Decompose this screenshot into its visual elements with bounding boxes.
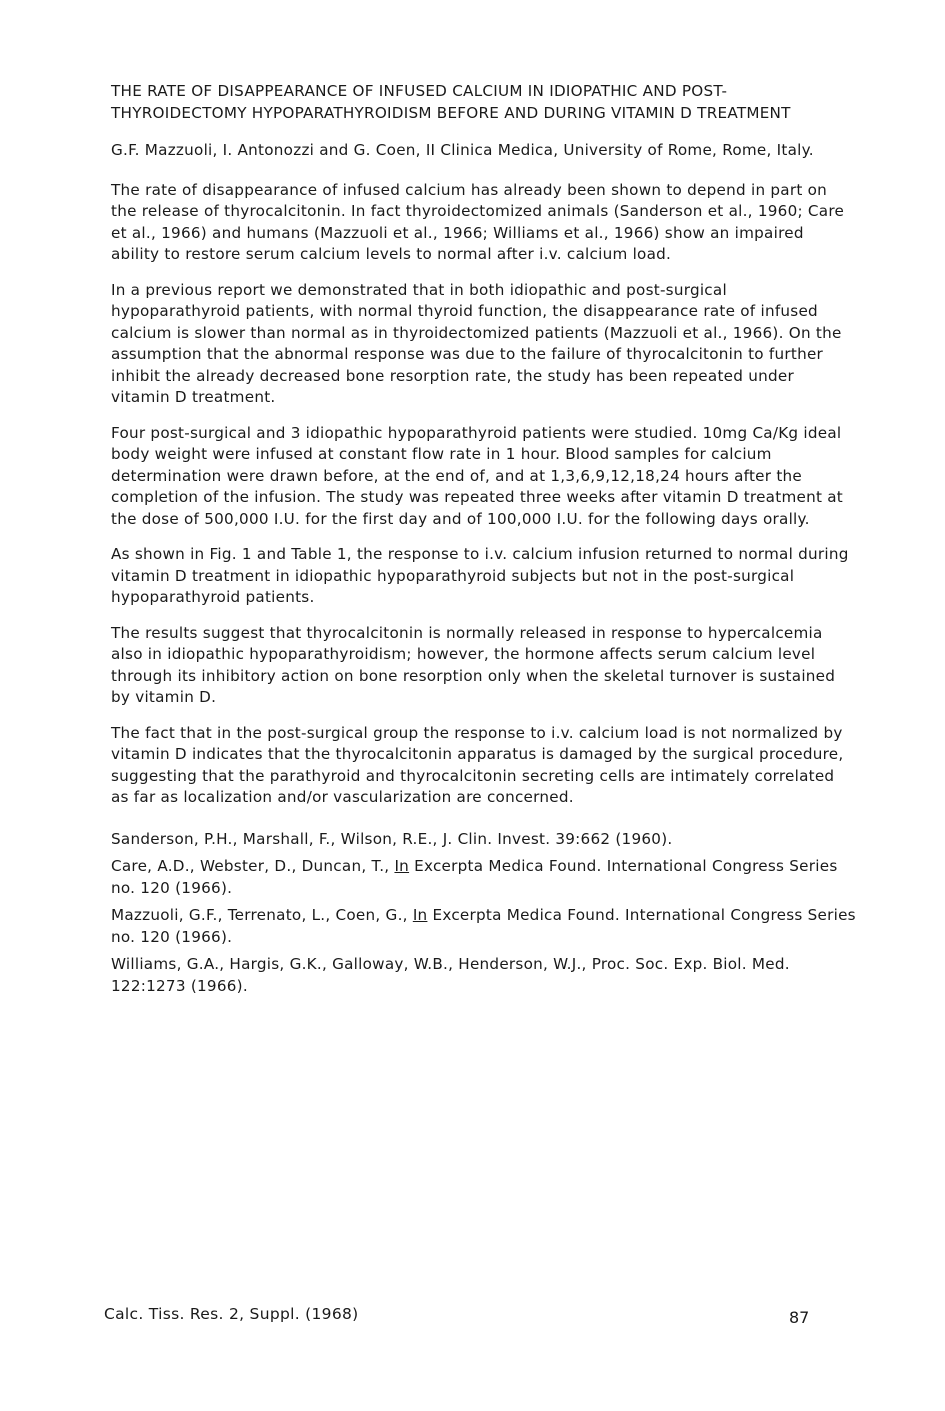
reference-text-tail: Excerpta Medica Found. International Congress Series no. 120 (1966). xyxy=(111,906,856,946)
paragraph-conclusion: The fact that in the post-surgical group the response to i.v. calcium load is not normalized by vitamin D indicates that the thyrocalcitonin apparatus is damaged by the surgical procedure, suggesting that the parathyroid and thyrocalcitonin secreting cells are intimately correlated as far as localization and/or vascularization are concerned. xyxy=(111,723,844,806)
article-title: THE RATE OF DISAPPEARANCE OF INFUSED CALCIUM IN IDIOPATHIC AND POST-THYROIDECTOMY HYPOPARATHYROIDISM BEFORE AND DURING VITAMIN D TREATMENT xyxy=(111,82,791,122)
page-number: 87 xyxy=(789,1308,810,1327)
article-body xyxy=(111,80,856,1003)
paragraph-previous-report: In a previous report we demonstrated that in both idiopathic and post-surgical hypoparathyroid patients, with normal thyroid function, the disappearance rate of infused calcium is slower than normal as in thyroidectomized patients (Mazzuoli et al., 1966). On the assumption that the abnormal response was due to the failure of thyrocalcitonin to further inhibit the already decreased bone resorption rate, the study has been repeated under vitamin D treatment. xyxy=(111,280,842,406)
reference-list xyxy=(111,829,856,998)
reference-in-underlined: In xyxy=(412,906,428,924)
reference-text: Sanderson, P.H., Marshall, F., Wilson, R.E., J. Clin. Invest. 39:662 (1960). xyxy=(111,829,673,848)
paragraph-discussion: The results suggest that thyrocalcitonin is normally released in response to hypercalcemia also in idiopathic hypoparathyroidism; however, the hormone affects serum calcium level through its inhibitory action on bone resorption only when the skeletal turnover is sustained by vitamin D. xyxy=(111,623,836,706)
reference-text-tail: Excerpta Medica Found. International Congress Series no. 120 (1966). xyxy=(111,857,838,897)
paragraph-results: As shown in Fig. 1 and Table 1, the response to i.v. calcium infusion returned to normal during vitamin D treatment in idiopathic hypoparathyroid subjects but not in the post-surgical hypoparathyroid patients. xyxy=(111,545,849,606)
reference-text: Care, A.D., Webster, D., Duncan, T., xyxy=(111,857,395,875)
reference-text: Williams, G.A., Hargis, G.K., Galloway, W.B., Henderson, W.J., Proc. Soc. Exp. Biol. Med. 122:1273 (1966). xyxy=(111,955,790,995)
reference-item xyxy=(111,856,856,899)
reference-item xyxy=(111,905,856,948)
reference-item xyxy=(111,829,856,851)
paragraph-introduction: The rate of disappearance of infused calcium has already been shown to depend in part on the release of thyrocalcitonin. In fact thyroidectomized animals (Sanderson et al., 1960; Care et al., 1966) and humans (Mazzuoli et al., 1966; Williams et al., 1966) show an impaired ability to restore serum calcium levels to normal after i.v. calcium load. xyxy=(111,180,845,263)
paragraph-methods: Four post-surgical and 3 idiopathic hypoparathyroid patients were studied. 10mg Ca/Kg ideal body weight were infused at constant flow rate in 1 hour. Blood samples for calcium determination were drawn before, at the end of, and at 1,3,6,9,12,18,24 hours after the completion of the infusion. The study was repeated three weeks after vitamin D treatment at the dose of 500,000 I.U. for the first day and of 100,000 I.U. for the following days orally. xyxy=(111,423,844,528)
reference-item xyxy=(111,954,856,997)
author-affiliation: G.F. Mazzuoli, I. Antonozzi and G. Coen, II Clinica Medica, University of Rome, Rome, Italy. xyxy=(111,141,814,159)
reference-text: Mazzuoli, G.F., Terrenato, L., Coen, G., xyxy=(111,906,413,924)
journal-citation: Calc. Tiss. Res. 2, Suppl. (1968) xyxy=(104,1305,359,1323)
reference-in-underlined: In xyxy=(394,857,410,875)
